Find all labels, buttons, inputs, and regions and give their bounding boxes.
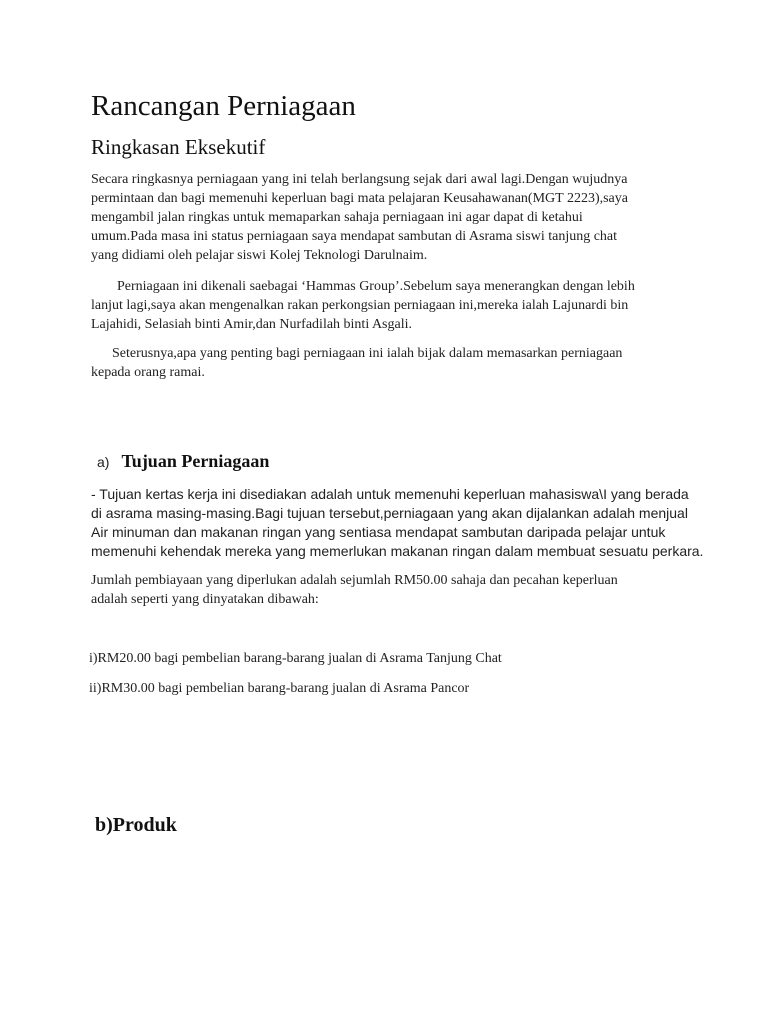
purpose-line: - Tujuan kertas kerja ini disediakan adalah untuk memenuhi keperluan mahasiswa\I yang berada — [91, 486, 689, 502]
summary-line: umum.Pada masa ini status perniagaan saya mendapat sambutan di Asrama siswi tanjung chat — [91, 229, 618, 244]
purpose-line: Air minuman dan makanan ringan yang sentiasa mendapat sambutan daripada pelajar untuk — [91, 524, 666, 540]
intro-paragraph — [91, 277, 691, 334]
list-marker: a) — [97, 454, 110, 470]
purpose-paragraph — [91, 485, 704, 561]
funding-line: adalah seperti yang dinyatakan dibawah: — [91, 592, 319, 607]
summary-paragraph — [91, 170, 691, 265]
intro-line: Lajahidi, Selasiah binti Amir,dan Nurfadilah binti Asgali. — [91, 317, 412, 332]
document-title: Rancangan Perniagaan — [91, 90, 356, 122]
marketing-line: Seterusnya,apa yang penting bagi perniagaan ini ialah bijak dalam memasarkan perniagaan — [112, 346, 623, 361]
funding-paragraph — [91, 571, 691, 609]
summary-line: yang didiami oleh pelajar siswi Kolej Teknologi Darulnaim. — [91, 248, 428, 263]
intro-line: lanjut lagi,saya akan mengenalkan rakan perkongsian perniagaan ini,mereka ialah Lajunardi bin — [91, 298, 629, 313]
summary-line: permintaan dan bagi memenuhi keperluan bagi mata pelajaran Keusahawanan(MGT 2223),saya — [91, 191, 628, 206]
section-heading-executive-summary: Ringkasan Eksekutif — [91, 135, 266, 159]
purpose-line: di asrama masing-masing.Bagi tujuan tersebut,perniagaan yang akan dijalankan adalah menjual — [91, 505, 688, 521]
funding-item: ii)RM30.00 bagi pembelian barang-barang jualan di Asrama Pancor — [89, 681, 470, 696]
summary-line: mengambil jalan ringkas untuk memaparkan sahaja perniagaan ini agar dapat di ketahui — [91, 210, 583, 225]
purpose-line: memenuhi kehendak mereka yang memerlukan makanan ringan dalam membuat sesuatu perkara. — [91, 543, 704, 559]
section-heading-text: Tujuan Perniagaan — [121, 451, 270, 471]
summary-line: Secara ringkasnya perniagaan yang ini telah berlangsung sejak dari awal lagi.Dengan wujudnya — [91, 172, 628, 187]
section-heading-business-purpose — [97, 451, 269, 472]
section-heading-products: b)Produk — [95, 814, 177, 836]
funding-line: Jumlah pembiayaan yang diperlukan adalah sejumlah RM50.00 sahaja dan pecahan keperluan — [91, 573, 618, 588]
marketing-paragraph — [91, 344, 691, 382]
funding-item: i)RM20.00 bagi pembelian barang-barang jualan di Asrama Tanjung Chat — [89, 651, 502, 666]
intro-line: Perniagaan ini dikenali saebagai ‘Hammas Group’.Sebelum saya menerangkan dengan lebih — [117, 279, 635, 294]
marketing-line: kepada orang ramai. — [91, 365, 205, 380]
